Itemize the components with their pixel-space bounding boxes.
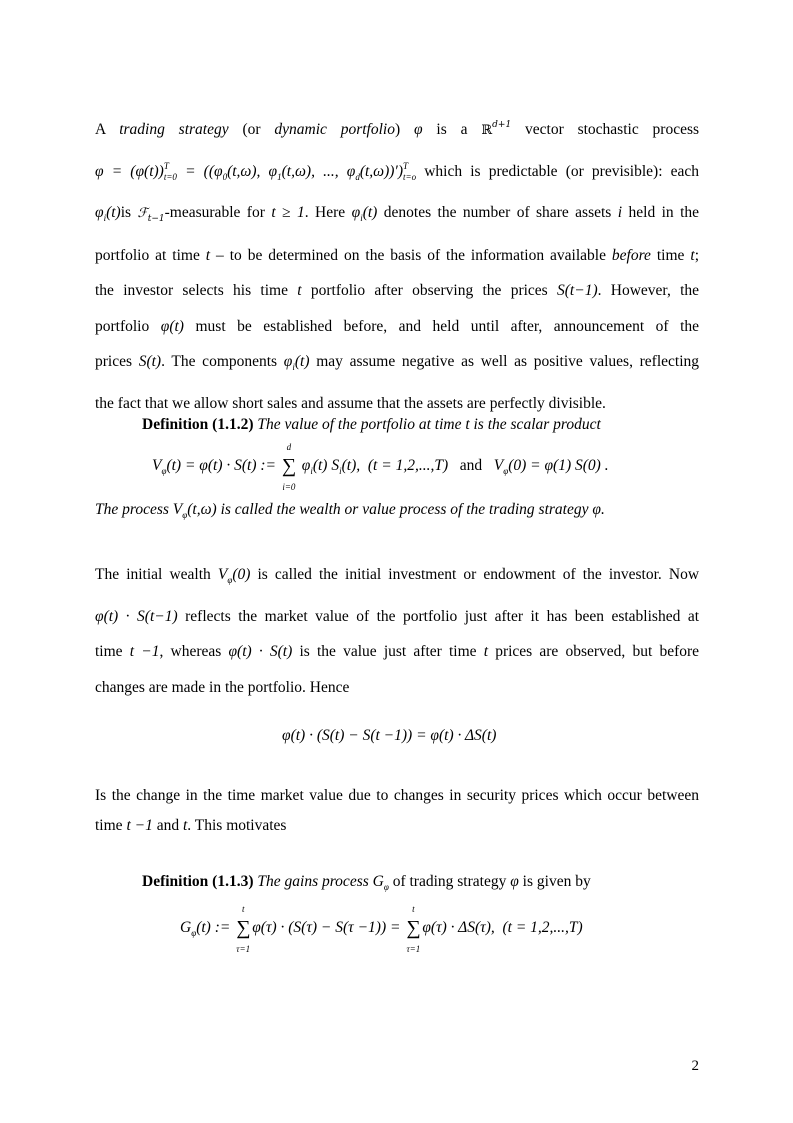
line (95, 195, 699, 238)
math-symbol: t (297, 282, 302, 299)
text: A (95, 121, 106, 138)
line (95, 599, 699, 635)
text: held in the (628, 204, 700, 221)
definition-text: The value of the portfolio at time t is the scalar product (257, 416, 601, 433)
term-trading-strategy: trading strategy (119, 121, 229, 138)
text: portfolio after observing the prices (310, 282, 548, 299)
text: is the value just after time (299, 643, 477, 660)
math-phi-i: $\varphi_i(t)$ (351, 204, 378, 223)
math-formula: t −1 (129, 643, 160, 660)
line (95, 344, 699, 386)
math-formula: φ(t) (160, 317, 184, 335)
text: The initial wealth (95, 566, 211, 583)
math-symbol: t (483, 643, 489, 660)
math-inequality: t ≥ 1 (271, 204, 305, 221)
line (95, 670, 699, 706)
math-formula: t −1 (126, 817, 153, 834)
text: which is predictable (or previsible): each (424, 162, 700, 180)
line (95, 811, 699, 841)
text: prices (95, 353, 133, 370)
sum-symbol: t ∑ τ=1 (406, 904, 421, 954)
text: Is the change in the time market value due to changes in security prices which occur between (95, 787, 699, 804)
math-phi-i: $\varphi_i(t)$ (283, 353, 310, 372)
paragraph-trading-strategy (95, 108, 699, 421)
sum-symbol: d ∑ i=0 (281, 442, 297, 492)
math-filtration: ℱ$_{t-1}$ (137, 206, 165, 224)
text: portfolio at time (95, 246, 200, 264)
text: time (95, 643, 123, 660)
math-formula: $G_\varphi$ (372, 873, 389, 892)
text: is called the initial investment or endowment of the investor. Now (257, 566, 700, 583)
text: the investor selects his time (95, 282, 288, 299)
math-formula: S(t−1) (557, 282, 598, 299)
math-formula: $\varphi = (\varphi(t))^T_{t=0} = ((\varphi_0(t,\omega)$, $\varphi_1(t,\omega)$, ..., $\varphi_d(t,\omega))')^T_{t=o}$ (95, 160, 417, 182)
emphasis: before (611, 246, 651, 264)
text: . Here (304, 204, 346, 221)
text: is a (436, 121, 468, 138)
math-phi-i: $\varphi_i(t)$ (95, 204, 121, 223)
definition-1-1-2-closing: The process $V_\varphi(t,\omega)$ is called the wealth or value process of the trading strategy φ. (95, 501, 605, 520)
line (95, 634, 699, 670)
text: reflects the market value of the portfolio just after it has been established at (185, 607, 700, 625)
math-symbol: t (182, 817, 188, 834)
line (95, 557, 699, 599)
equation-gains-increment: φ(t) · (S(t) − S(t −1)) = φ(t) · ΔS(t) (282, 727, 497, 744)
math-symbol: i (617, 204, 623, 221)
text: is given by (522, 873, 591, 890)
text: ; (694, 246, 699, 264)
definition-1-1-3-header (142, 873, 591, 892)
text: may assume negative as well as positive values, reflecting (316, 353, 700, 370)
text: time (656, 246, 685, 264)
text: . The components (161, 353, 278, 370)
text: – to be determined on the basis of the information available (216, 246, 606, 264)
text: portfolio (95, 317, 150, 335)
paragraph-initial-wealth (95, 557, 699, 705)
definition-label: Definition (1.1.2) (142, 416, 254, 433)
line (95, 149, 699, 196)
text: . However, the (597, 282, 700, 299)
page-number: 2 (691, 1058, 699, 1074)
text: prices are observed, but before (495, 643, 700, 660)
paragraph-motivation (95, 781, 699, 841)
line (95, 781, 699, 811)
definition-label: Definition (1.1.3) (142, 873, 254, 890)
math-symbol: t (690, 246, 695, 264)
definition-1-1-3-formula: $G_\varphi(t)$ := t ∑ τ=1 φ(τ) · (S(τ) − S(τ −1)) = t ∑ τ=1 φ(τ) · ΔS(τ), (t = 1,2,...,T) (180, 904, 583, 954)
definition-text: The gains process (257, 873, 369, 890)
text: denotes the number of share assets (383, 204, 612, 221)
text: of trading strategy (392, 873, 507, 890)
text: the fact that we allow short sales and assume that the assets are perfectly divisible. (95, 394, 606, 412)
text: time (95, 817, 123, 834)
text: (or (242, 121, 261, 138)
text: . This motivates (187, 817, 287, 834)
math-formula: φ(t) · S(t−1) (95, 607, 178, 625)
sum-symbol: t ∑ τ=1 (236, 904, 251, 954)
math-formula: $V_\varphi(0)$ (217, 566, 251, 585)
text: and (156, 817, 180, 834)
line (95, 309, 699, 345)
text: changes are made in the portfolio. Hence (95, 678, 350, 696)
math-symbol: φ (414, 121, 423, 138)
text: is (120, 204, 132, 221)
math-symbol: φ (510, 873, 519, 890)
text: must be established before, and held until after, announcement of the (195, 317, 700, 335)
line (95, 238, 699, 274)
line (95, 108, 699, 149)
line (95, 273, 699, 309)
math-formula: S(t) (138, 353, 162, 370)
text: ) (394, 121, 401, 138)
definition-1-1-2-formula: $V_\varphi(t) = \varphi(t) \cdot S(t)$ := d ∑ i=0 $\varphi_i(t)$ $S_i(t)$, (t = 1,2,...,T) and $V_\varphi(0) = \varphi(1)$ S(0) . (152, 442, 609, 492)
text: -measurable for (164, 204, 265, 221)
text: vector stochastic process (525, 121, 700, 138)
term-dynamic-portfolio: dynamic portfolio (274, 121, 395, 138)
definition-1-1-2-header (142, 416, 601, 434)
math-reals: ℝ$^{d+1}$ (481, 120, 512, 138)
text: , whereas (159, 643, 222, 660)
math-symbol: t (205, 246, 211, 264)
math-formula: φ(t) · S(t) (228, 643, 293, 660)
